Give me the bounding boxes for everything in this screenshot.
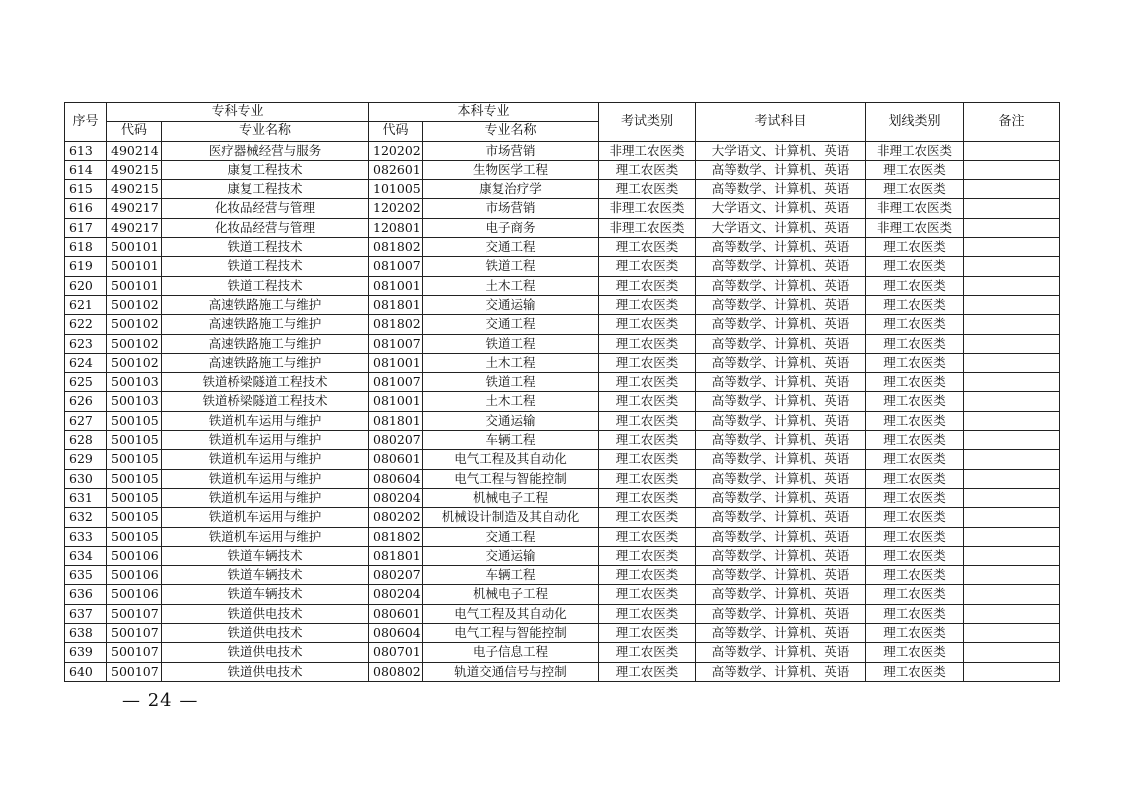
cell-exam-subjects: 高等数学、计算机、英语 [696, 643, 866, 662]
cell-benke-name: 电气工程与智能控制 [423, 624, 599, 643]
cell-remarks [964, 431, 1060, 450]
cell-seq: 635 [65, 566, 107, 585]
table-row [65, 276, 1060, 295]
cell-zhuanke-code: 500101 [107, 257, 162, 276]
cell-line-category: 理工农医类 [866, 238, 964, 257]
cell-seq: 617 [65, 218, 107, 237]
cell-benke-code: 080204 [369, 488, 423, 507]
cell-zhuanke-code: 490215 [107, 160, 162, 179]
cell-remarks [964, 662, 1060, 681]
table-row [65, 141, 1060, 160]
cell-line-category: 理工农医类 [866, 180, 964, 199]
cell-line-category: 理工农医类 [866, 624, 964, 643]
cell-exam-category: 理工农医类 [599, 295, 696, 314]
table-row [65, 662, 1060, 681]
cell-benke-name: 交通运输 [423, 546, 599, 565]
cell-exam-category: 非理工农医类 [599, 141, 696, 160]
table-row [65, 180, 1060, 199]
cell-seq: 616 [65, 199, 107, 218]
cell-benke-name: 车辆工程 [423, 431, 599, 450]
cell-zhuanke-name: 铁道工程技术 [162, 276, 369, 295]
cell-seq: 631 [65, 488, 107, 507]
cell-zhuanke-name: 高速铁路施工与维护 [162, 334, 369, 353]
cell-exam-category: 理工农医类 [599, 353, 696, 372]
cell-zhuanke-name: 高速铁路施工与维护 [162, 353, 369, 372]
cell-line-category: 理工农医类 [866, 566, 964, 585]
cell-zhuanke-code: 500105 [107, 488, 162, 507]
cell-zhuanke-name: 铁道车辆技术 [162, 546, 369, 565]
cell-benke-code: 081001 [369, 353, 423, 372]
table-row [65, 373, 1060, 392]
cell-zhuanke-code: 500102 [107, 353, 162, 372]
cell-benke-code: 081001 [369, 392, 423, 411]
cell-remarks [964, 450, 1060, 469]
table-row [65, 411, 1060, 430]
table-row [65, 218, 1060, 237]
cell-zhuanke-name: 铁道机车运用与维护 [162, 488, 369, 507]
cell-seq: 623 [65, 334, 107, 353]
cell-benke-name: 机械电子工程 [423, 488, 599, 507]
table-row [65, 527, 1060, 546]
cell-exam-category: 理工农医类 [599, 276, 696, 295]
cell-line-category: 理工农医类 [866, 257, 964, 276]
cell-zhuanke-name: 铁道机车运用与维护 [162, 508, 369, 527]
cell-zhuanke-name: 铁道机车运用与维护 [162, 527, 369, 546]
cell-exam-category: 理工农医类 [599, 527, 696, 546]
cell-exam-subjects: 高等数学、计算机、英语 [696, 295, 866, 314]
cell-remarks [964, 141, 1060, 160]
cell-remarks [964, 353, 1060, 372]
cell-zhuanke-code: 500106 [107, 585, 162, 604]
cell-seq: 639 [65, 643, 107, 662]
cell-benke-code: 101005 [369, 180, 423, 199]
header-zhuanke-code: 代码 [107, 122, 162, 141]
table-row [65, 469, 1060, 488]
cell-remarks [964, 276, 1060, 295]
cell-exam-subjects: 高等数学、计算机、英语 [696, 257, 866, 276]
cell-remarks [964, 469, 1060, 488]
cell-benke-code: 081801 [369, 546, 423, 565]
cell-exam-subjects: 高等数学、计算机、英语 [696, 566, 866, 585]
cell-line-category: 理工农医类 [866, 353, 964, 372]
cell-remarks [964, 624, 1060, 643]
header-benke-name: 专业名称 [423, 122, 599, 141]
cell-exam-category: 理工农医类 [599, 334, 696, 353]
cell-remarks [964, 315, 1060, 334]
cell-zhuanke-code: 500105 [107, 469, 162, 488]
cell-remarks [964, 546, 1060, 565]
cell-benke-name: 机械设计制造及其自动化 [423, 508, 599, 527]
cell-benke-name: 生物医学工程 [423, 160, 599, 179]
cell-line-category: 理工农医类 [866, 604, 964, 623]
cell-zhuanke-code: 500103 [107, 392, 162, 411]
cell-exam-category: 理工农医类 [599, 624, 696, 643]
cell-zhuanke-name: 铁道车辆技术 [162, 585, 369, 604]
cell-exam-category: 理工农医类 [599, 373, 696, 392]
table-row [65, 643, 1060, 662]
cell-seq: 636 [65, 585, 107, 604]
table-row [65, 392, 1060, 411]
cell-exam-category: 理工农医类 [599, 662, 696, 681]
cell-zhuanke-name: 医疗器械经营与服务 [162, 141, 369, 160]
cell-line-category: 理工农医类 [866, 295, 964, 314]
cell-exam-category: 理工农医类 [599, 546, 696, 565]
table-row [65, 604, 1060, 623]
cell-line-category: 非理工农医类 [866, 141, 964, 160]
cell-line-category: 理工农医类 [866, 334, 964, 353]
cell-zhuanke-code: 500105 [107, 527, 162, 546]
cell-benke-code: 081007 [369, 334, 423, 353]
cell-exam-subjects: 高等数学、计算机、英语 [696, 624, 866, 643]
cell-seq: 618 [65, 238, 107, 257]
cell-seq: 633 [65, 527, 107, 546]
header-zhuanke-group: 专科专业 [107, 103, 369, 122]
cell-line-category: 理工农医类 [866, 527, 964, 546]
cell-exam-subjects: 高等数学、计算机、英语 [696, 334, 866, 353]
cell-exam-subjects: 高等数学、计算机、英语 [696, 315, 866, 334]
cell-zhuanke-name: 铁道桥梁隧道工程技术 [162, 373, 369, 392]
cell-benke-code: 082601 [369, 160, 423, 179]
cell-benke-name: 轨道交通信号与控制 [423, 662, 599, 681]
table-row [65, 295, 1060, 314]
cell-exam-category: 理工农医类 [599, 643, 696, 662]
header-zhuanke-name: 专业名称 [162, 122, 369, 141]
cell-exam-category: 理工农医类 [599, 508, 696, 527]
cell-benke-name: 交通工程 [423, 315, 599, 334]
cell-remarks [964, 411, 1060, 430]
cell-zhuanke-code: 500105 [107, 411, 162, 430]
cell-seq: 640 [65, 662, 107, 681]
cell-zhuanke-name: 康复工程技术 [162, 180, 369, 199]
cell-zhuanke-code: 500105 [107, 450, 162, 469]
cell-zhuanke-code: 500101 [107, 276, 162, 295]
cell-zhuanke-name: 铁道机车运用与维护 [162, 469, 369, 488]
cell-zhuanke-code: 490214 [107, 141, 162, 160]
cell-zhuanke-code: 500107 [107, 662, 162, 681]
cell-seq: 622 [65, 315, 107, 334]
header-exam-category: 考试类别 [599, 103, 696, 142]
cell-benke-code: 080207 [369, 431, 423, 450]
cell-zhuanke-name: 铁道供电技术 [162, 624, 369, 643]
cell-seq: 625 [65, 373, 107, 392]
cell-zhuanke-code: 500107 [107, 604, 162, 623]
header-seq: 序号 [65, 103, 107, 142]
cell-benke-code: 081001 [369, 276, 423, 295]
cell-line-category: 非理工农医类 [866, 199, 964, 218]
cell-seq: 627 [65, 411, 107, 430]
table-row [65, 450, 1060, 469]
cell-benke-code: 080601 [369, 450, 423, 469]
cell-zhuanke-name: 铁道供电技术 [162, 643, 369, 662]
cell-zhuanke-code: 500103 [107, 373, 162, 392]
cell-exam-subjects: 高等数学、计算机、英语 [696, 546, 866, 565]
cell-exam-subjects: 高等数学、计算机、英语 [696, 662, 866, 681]
cell-benke-name: 电子商务 [423, 218, 599, 237]
table-row [65, 566, 1060, 585]
cell-zhuanke-name: 铁道机车运用与维护 [162, 450, 369, 469]
cell-benke-name: 铁道工程 [423, 373, 599, 392]
cell-remarks [964, 160, 1060, 179]
cell-seq: 624 [65, 353, 107, 372]
table-header [65, 103, 1060, 142]
cell-line-category: 理工农医类 [866, 469, 964, 488]
cell-benke-code: 080202 [369, 508, 423, 527]
table-row [65, 624, 1060, 643]
cell-exam-category: 理工农医类 [599, 469, 696, 488]
cell-remarks [964, 508, 1060, 527]
cell-exam-subjects: 高等数学、计算机、英语 [696, 469, 866, 488]
cell-benke-name: 交通运输 [423, 411, 599, 430]
cell-exam-subjects: 高等数学、计算机、英语 [696, 527, 866, 546]
cell-zhuanke-name: 化妆品经营与管理 [162, 218, 369, 237]
cell-exam-subjects: 大学语文、计算机、英语 [696, 218, 866, 237]
cell-exam-subjects: 高等数学、计算机、英语 [696, 276, 866, 295]
cell-benke-code: 080604 [369, 469, 423, 488]
cell-exam-category: 理工农医类 [599, 392, 696, 411]
cell-line-category: 理工农医类 [866, 546, 964, 565]
cell-benke-name: 交通工程 [423, 238, 599, 257]
cell-seq: 614 [65, 160, 107, 179]
cell-remarks [964, 180, 1060, 199]
cell-benke-code: 080601 [369, 604, 423, 623]
cell-remarks [964, 199, 1060, 218]
table-row [65, 508, 1060, 527]
cell-zhuanke-name: 铁道工程技术 [162, 238, 369, 257]
cell-exam-category: 理工农医类 [599, 604, 696, 623]
cell-benke-name: 电子信息工程 [423, 643, 599, 662]
cell-exam-subjects: 高等数学、计算机、英语 [696, 180, 866, 199]
cell-benke-name: 土木工程 [423, 392, 599, 411]
cell-zhuanke-name: 铁道供电技术 [162, 604, 369, 623]
cell-benke-name: 市场营销 [423, 141, 599, 160]
cell-exam-subjects: 高等数学、计算机、英语 [696, 411, 866, 430]
cell-line-category: 理工农医类 [866, 643, 964, 662]
table-row [65, 488, 1060, 507]
cell-line-category: 理工农医类 [866, 373, 964, 392]
cell-seq: 629 [65, 450, 107, 469]
cell-benke-name: 康复治疗学 [423, 180, 599, 199]
cell-seq: 634 [65, 546, 107, 565]
cell-exam-category: 理工农医类 [599, 238, 696, 257]
cell-benke-name: 电气工程与智能控制 [423, 469, 599, 488]
cell-exam-subjects: 大学语文、计算机、英语 [696, 199, 866, 218]
cell-benke-name: 电气工程及其自动化 [423, 450, 599, 469]
cell-benke-name: 交通工程 [423, 527, 599, 546]
cell-exam-subjects: 高等数学、计算机、英语 [696, 160, 866, 179]
header-remarks: 备注 [964, 103, 1060, 142]
cell-zhuanke-name: 铁道机车运用与维护 [162, 431, 369, 450]
cell-zhuanke-code: 500106 [107, 546, 162, 565]
cell-zhuanke-code: 500102 [107, 334, 162, 353]
cell-line-category: 理工农医类 [866, 488, 964, 507]
cell-seq: 619 [65, 257, 107, 276]
cell-seq: 613 [65, 141, 107, 160]
cell-line-category: 理工农医类 [866, 160, 964, 179]
table-row [65, 238, 1060, 257]
cell-line-category: 理工农医类 [866, 662, 964, 681]
cell-benke-code: 120202 [369, 141, 423, 160]
cell-line-category: 理工农医类 [866, 431, 964, 450]
cell-remarks [964, 604, 1060, 623]
cell-line-category: 理工农医类 [866, 508, 964, 527]
cell-zhuanke-name: 高速铁路施工与维护 [162, 315, 369, 334]
cell-seq: 620 [65, 276, 107, 295]
cell-exam-subjects: 高等数学、计算机、英语 [696, 585, 866, 604]
cell-benke-name: 土木工程 [423, 276, 599, 295]
table-body [65, 141, 1060, 681]
cell-zhuanke-code: 500106 [107, 566, 162, 585]
cell-benke-name: 机械电子工程 [423, 585, 599, 604]
cell-exam-subjects: 高等数学、计算机、英语 [696, 431, 866, 450]
cell-remarks [964, 643, 1060, 662]
cell-zhuanke-name: 康复工程技术 [162, 160, 369, 179]
cell-benke-code: 080701 [369, 643, 423, 662]
table-row [65, 353, 1060, 372]
cell-zhuanke-name: 铁道供电技术 [162, 662, 369, 681]
header-exam-subjects: 考试科目 [696, 103, 866, 142]
cell-line-category: 理工农医类 [866, 392, 964, 411]
cell-zhuanke-code: 490215 [107, 180, 162, 199]
cell-exam-category: 理工农医类 [599, 431, 696, 450]
cell-seq: 626 [65, 392, 107, 411]
cell-exam-category: 理工农医类 [599, 585, 696, 604]
cell-exam-subjects: 高等数学、计算机、英语 [696, 508, 866, 527]
cell-benke-code: 120801 [369, 218, 423, 237]
header-line-category: 划线类别 [866, 103, 964, 142]
cell-seq: 621 [65, 295, 107, 314]
cell-benke-code: 080204 [369, 585, 423, 604]
cell-benke-name: 交通运输 [423, 295, 599, 314]
cell-remarks [964, 373, 1060, 392]
cell-remarks [964, 334, 1060, 353]
cell-zhuanke-name: 化妆品经营与管理 [162, 199, 369, 218]
cell-benke-code: 080604 [369, 624, 423, 643]
cell-line-category: 非理工农医类 [866, 218, 964, 237]
majors-table [64, 102, 1060, 682]
cell-benke-name: 市场营销 [423, 199, 599, 218]
cell-exam-subjects: 高等数学、计算机、英语 [696, 238, 866, 257]
cell-seq: 628 [65, 431, 107, 450]
cell-zhuanke-code: 490217 [107, 199, 162, 218]
table-row [65, 257, 1060, 276]
header-benke-code: 代码 [369, 122, 423, 141]
page-number: — 24 — [122, 690, 199, 711]
cell-zhuanke-name: 高速铁路施工与维护 [162, 295, 369, 314]
cell-benke-code: 081801 [369, 295, 423, 314]
cell-remarks [964, 566, 1060, 585]
cell-remarks [964, 392, 1060, 411]
cell-benke-name: 电气工程及其自动化 [423, 604, 599, 623]
table-row [65, 546, 1060, 565]
cell-exam-category: 理工农医类 [599, 566, 696, 585]
cell-exam-category: 理工农医类 [599, 315, 696, 334]
cell-benke-name: 铁道工程 [423, 257, 599, 276]
cell-line-category: 理工农医类 [866, 585, 964, 604]
cell-benke-name: 车辆工程 [423, 566, 599, 585]
cell-exam-category: 非理工农医类 [599, 199, 696, 218]
cell-benke-name: 铁道工程 [423, 334, 599, 353]
cell-seq: 638 [65, 624, 107, 643]
cell-exam-category: 理工农医类 [599, 180, 696, 199]
cell-exam-category: 理工农医类 [599, 450, 696, 469]
cell-benke-code: 080207 [369, 566, 423, 585]
cell-exam-subjects: 高等数学、计算机、英语 [696, 373, 866, 392]
cell-zhuanke-code: 500105 [107, 431, 162, 450]
cell-exam-subjects: 大学语文、计算机、英语 [696, 141, 866, 160]
cell-zhuanke-code: 500102 [107, 295, 162, 314]
cell-seq: 630 [65, 469, 107, 488]
table-row [65, 160, 1060, 179]
cell-remarks [964, 257, 1060, 276]
cell-zhuanke-code: 500102 [107, 315, 162, 334]
table-row [65, 334, 1060, 353]
cell-benke-code: 081007 [369, 257, 423, 276]
cell-remarks [964, 238, 1060, 257]
cell-remarks [964, 527, 1060, 546]
cell-remarks [964, 218, 1060, 237]
cell-exam-subjects: 高等数学、计算机、英语 [696, 604, 866, 623]
cell-exam-category: 理工农医类 [599, 411, 696, 430]
cell-line-category: 理工农医类 [866, 276, 964, 295]
cell-benke-code: 081802 [369, 527, 423, 546]
cell-zhuanke-name: 铁道桥梁隧道工程技术 [162, 392, 369, 411]
cell-exam-category: 非理工农医类 [599, 218, 696, 237]
cell-zhuanke-code: 500107 [107, 643, 162, 662]
cell-exam-category: 理工农医类 [599, 257, 696, 276]
cell-zhuanke-code: 500101 [107, 238, 162, 257]
cell-remarks [964, 585, 1060, 604]
cell-benke-code: 081801 [369, 411, 423, 430]
cell-exam-subjects: 高等数学、计算机、英语 [696, 488, 866, 507]
cell-zhuanke-code: 500105 [107, 508, 162, 527]
cell-line-category: 理工农医类 [866, 411, 964, 430]
cell-exam-subjects: 高等数学、计算机、英语 [696, 353, 866, 372]
header-benke-group: 本科专业 [369, 103, 599, 122]
cell-benke-code: 120202 [369, 199, 423, 218]
cell-zhuanke-code: 490217 [107, 218, 162, 237]
cell-zhuanke-name: 铁道车辆技术 [162, 566, 369, 585]
cell-exam-category: 理工农医类 [599, 488, 696, 507]
cell-remarks [964, 488, 1060, 507]
cell-zhuanke-name: 铁道机车运用与维护 [162, 411, 369, 430]
table-row [65, 199, 1060, 218]
table-row [65, 431, 1060, 450]
cell-exam-subjects: 高等数学、计算机、英语 [696, 392, 866, 411]
cell-zhuanke-code: 500107 [107, 624, 162, 643]
cell-remarks [964, 295, 1060, 314]
cell-line-category: 理工农医类 [866, 450, 964, 469]
table-row [65, 585, 1060, 604]
cell-benke-name: 土木工程 [423, 353, 599, 372]
cell-exam-category: 理工农医类 [599, 160, 696, 179]
cell-benke-code: 081802 [369, 315, 423, 334]
cell-seq: 615 [65, 180, 107, 199]
cell-benke-code: 081007 [369, 373, 423, 392]
cell-exam-subjects: 高等数学、计算机、英语 [696, 450, 866, 469]
cell-seq: 632 [65, 508, 107, 527]
cell-benke-code: 080802 [369, 662, 423, 681]
table-row [65, 315, 1060, 334]
cell-zhuanke-name: 铁道工程技术 [162, 257, 369, 276]
cell-line-category: 理工农医类 [866, 315, 964, 334]
cell-benke-code: 081802 [369, 238, 423, 257]
cell-seq: 637 [65, 604, 107, 623]
